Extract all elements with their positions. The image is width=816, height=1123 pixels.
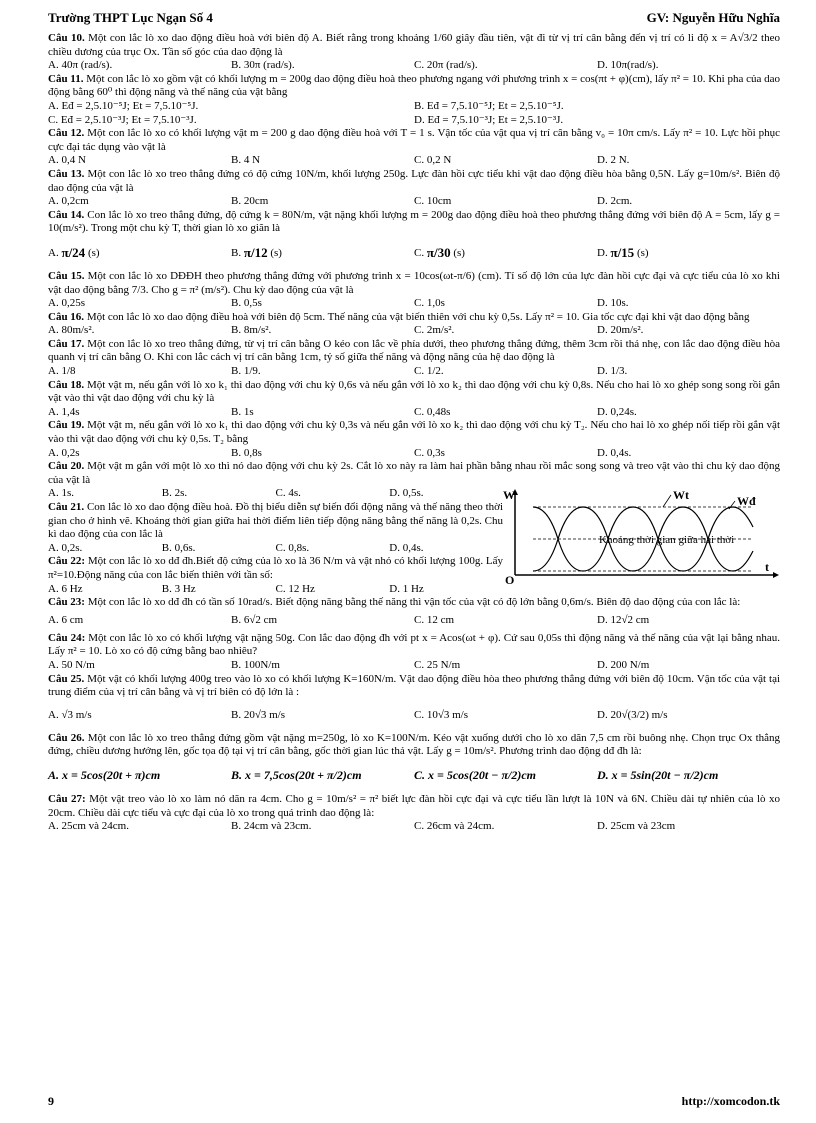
option-d: D. 0,4s. bbox=[389, 541, 424, 554]
question-17 bbox=[48, 338, 780, 365]
options-12 bbox=[48, 154, 780, 168]
option-b: B. 30π (rad/s). bbox=[231, 59, 295, 72]
options-17 bbox=[48, 365, 780, 379]
unit: (s) bbox=[270, 246, 282, 259]
option-a: A. x = 5cos(20t + π)cm bbox=[48, 768, 161, 783]
option-c: C. 20π (rad/s). bbox=[414, 59, 478, 72]
question-16 bbox=[48, 311, 780, 325]
option-d: D. 200 N/m bbox=[597, 658, 650, 671]
question-label: Câu 22: bbox=[48, 555, 86, 568]
option-c: C. 0,2 N bbox=[414, 154, 452, 167]
label-wt: Wt bbox=[673, 488, 689, 503]
page-header bbox=[48, 10, 780, 32]
question-19 bbox=[48, 419, 780, 446]
question-text: Một con lắc lò xo gồm vật có khối lượng m = 200g dao động điều hoà theo phương ngang với phương trình x = cos(πt + φ)(cm), lấy π² = 10. Khi pha của dao động bằng 60⁰ thì động năng và thế năng của vật bằng bbox=[48, 72, 781, 99]
option-c: C. 0,3s bbox=[414, 446, 445, 459]
options-10 bbox=[48, 59, 780, 73]
option-d bbox=[597, 247, 780, 259]
options-23 bbox=[48, 610, 780, 632]
question-27 bbox=[48, 793, 780, 820]
school-name: Trường THPT Lục Ngạn Số 4 bbox=[48, 10, 213, 25]
unit: (s) bbox=[453, 246, 465, 259]
option-b: B. 1s bbox=[231, 405, 254, 418]
question-text: Một con lắc lò xo dđ đh có tần số 10rad/s. Biết động năng bằng thế năng thì vận tốc của vật có độ lớn bằng 0,6m/s. Biên độ dao động của con lắc là: bbox=[87, 596, 741, 609]
option-a: A. 1,4s bbox=[48, 405, 80, 418]
options-11-row2 bbox=[48, 114, 780, 128]
option-d: D. 25cm và 23cm bbox=[597, 820, 676, 833]
question-26 bbox=[48, 732, 780, 759]
axis-label-w: W bbox=[503, 488, 515, 503]
question-text: Một con lắc lò xo DĐĐH theo phương thẳng đứng với phương trình x = 10cos(ωt-π/6) (cm). Tỉ số độ lớn của lực đàn hồi cực đại và cực tiểu của lò xo khi vật dao động bằng 7/3. Cho g = π² (m/s²). Chu kỳ dao động của vật là bbox=[48, 269, 780, 296]
question-text: Con lắc lò xo dao động điều hoà. Đồ thị biểu diễn sự biến đổi động năng và thế năng theo thời gian cho ở hình vẽ. Khoảng thời gian giữa hai thời điểm liên tiếp động năng bằng thế năng là 0,2s. Chu kì dao động của con lắc là bbox=[48, 501, 504, 541]
option-a bbox=[48, 247, 231, 259]
option-letter: D. bbox=[597, 246, 608, 259]
question-text: Một con lắc lò xo có khối lượng vật m = 200 g dao động điều hoà với T = 1 s. Vận tốc của vật qua vị trí cân bằng v₀ = 10π cm/s. Lấy π² = 10. Lực hồi phục cực đại tác dụng vào vật là bbox=[48, 127, 780, 153]
option-a: A. 1/8 bbox=[48, 365, 76, 378]
question-11 bbox=[48, 73, 780, 100]
question-text: Một vật m, nếu gắn với lò xo k₁ thì dao động với chu kỳ 0,6s và nếu gắn với lò xo k₂ thì dao động với chu kỳ 0,8s. Nếu cho hai lò xo ghép song song rồi gắn vật vào thì vật dao động với chu kỳ là bbox=[48, 378, 780, 405]
options-20 bbox=[48, 487, 503, 501]
option-b: B. 4 N bbox=[231, 154, 261, 167]
axis-label-t: t bbox=[765, 560, 769, 575]
fraction: π/24 bbox=[61, 245, 86, 261]
question-text: Một vật có khối lượng 400g treo vào lò xo có khối lượng K=160N/m. Vật dao động điều hòa theo phương thẳng đứng với biên độ 10cm. Vận tốc của vật tại trung điểm của vị trí cân bằng và vị trí biên có độ lớn là : bbox=[48, 672, 781, 699]
question-label: Câu 18. bbox=[48, 378, 85, 391]
option-d: D. 0,24s. bbox=[597, 405, 637, 418]
question-12 bbox=[48, 127, 780, 154]
option-d: D. 12√2 cm bbox=[597, 613, 650, 626]
option-a: A. 0,4 N bbox=[48, 154, 86, 167]
option-d: D. 10s. bbox=[597, 297, 629, 310]
option-d: D. 20√(3/2) m/s bbox=[597, 708, 668, 721]
option-letter: A. bbox=[48, 246, 59, 259]
option-d: D. 0,4s. bbox=[597, 446, 632, 459]
question-text: Con lắc lò xo treo thẳng đứng, độ cứng k = 80N/m, vật nặng khối lượng m = 200g dao động điều hoà theo phương thẳng đứng với biên độ A = 5cm, lấy g = 10(m/s²). Trong một chu kỳ T, thời gian lò xo giãn là bbox=[48, 208, 781, 235]
question-label: Câu 14. bbox=[48, 208, 85, 221]
option-a: A. 80m/s². bbox=[48, 324, 95, 337]
option-b: B. 20cm bbox=[231, 195, 269, 208]
question-20 bbox=[48, 460, 780, 487]
question-25 bbox=[48, 673, 780, 700]
options-26 bbox=[48, 759, 780, 793]
label-wd: Wđ bbox=[737, 494, 756, 509]
question-label: Câu 16. bbox=[48, 310, 85, 323]
time-axis-arrow bbox=[773, 572, 779, 578]
option-b: B. 20√3 m/s bbox=[231, 708, 286, 721]
options-16 bbox=[48, 324, 780, 338]
option-d: D. 0,5s. bbox=[389, 487, 424, 500]
question-13 bbox=[48, 168, 780, 195]
left-column bbox=[48, 487, 503, 596]
option-c: C. 26cm và 24cm. bbox=[414, 820, 495, 833]
energy-graph bbox=[503, 487, 781, 585]
wd-pointer bbox=[729, 501, 735, 509]
fraction: π/30 bbox=[426, 245, 451, 261]
wt-pointer bbox=[663, 495, 671, 507]
option-c: C. x = 5cos(20t − π/2)cm bbox=[414, 768, 536, 783]
option-b bbox=[231, 247, 414, 259]
question-21 bbox=[48, 501, 503, 542]
fraction: π/12 bbox=[243, 245, 268, 261]
option-a: A. 0,2s. bbox=[48, 541, 83, 554]
question-label: Câu 20. bbox=[48, 460, 85, 473]
teacher-name: GV: Nguyễn Hữu Nghĩa bbox=[646, 10, 780, 25]
options-18 bbox=[48, 406, 780, 420]
option-c: C. 1/2. bbox=[414, 365, 444, 378]
question-text: Một con lắc lò xo có khối lượng vật nặng 50g. Con lắc dao động đh với pt x = Acos(ωt + φ). Cứ sau 0,05s thì động năng và thế năng của vật lại bằng nhau. Lấy π² = 10. Lò xo có độ cứng bằng bao nhiêu? bbox=[48, 631, 780, 658]
question-18 bbox=[48, 379, 780, 406]
question-text: Một con lắc lò xo dao động điều hoà với biên độ 5cm. Thế năng của vật biến thiên với chu kỳ 0,5s. Lấy π² = 10. Gia tốc cực đại khi vật dao động bằng bbox=[86, 310, 750, 323]
option-b: B. 2s. bbox=[161, 487, 188, 500]
option-letter: C. bbox=[414, 246, 425, 259]
energy-graph-svg bbox=[503, 487, 781, 585]
options-22 bbox=[48, 583, 503, 597]
page-footer bbox=[48, 1094, 780, 1109]
options-11-row1 bbox=[48, 100, 780, 114]
question-text: Một con lắc lò xo treo thẳng đứng, từ vị trí cân bằng O kéo con lắc về phía dưới, theo phương thẳng đứng, thêm 3cm rồi thả nhẹ, con lắc dao động điều hòa quanh vị trí cân bằng O. Khi con lắc cách vị trí cân bằng 1cm, tỷ số giữa thế năng và động năng của hệ dao động là bbox=[48, 337, 780, 364]
option-b: B. 0,8s bbox=[231, 446, 262, 459]
unit: (s) bbox=[636, 246, 649, 259]
question-label: Câu 12. bbox=[48, 127, 85, 140]
question-label: Câu 19. bbox=[48, 419, 85, 432]
interval-annotation: Khoảng thời gian giữa hai thời bbox=[599, 534, 735, 547]
option-c: C. 12 Hz bbox=[275, 582, 315, 595]
option-d: D. 20m/s². bbox=[597, 324, 644, 337]
option-b: B. 6√2 cm bbox=[231, 613, 278, 626]
question-label: Câu 25. bbox=[48, 672, 85, 685]
options-13 bbox=[48, 195, 780, 209]
question-label: Câu 26. bbox=[48, 731, 85, 744]
question-text: Một con lắc lò xo treo thẳng đứng có độ cứng 10N/m, khối lượng 250g. Lực đàn hồi cực tiểu khi vật dao động điều hòa bằng 0,5N. Lấy g=10m/s². Biên độ dao động của vật là bbox=[48, 167, 781, 194]
option-d: D. 2cm. bbox=[597, 195, 633, 208]
option-b: B. 24cm và 23cm. bbox=[231, 820, 312, 833]
option-b: B. 3 Hz bbox=[161, 582, 196, 595]
option-a: A. 0,25s bbox=[48, 297, 85, 310]
option-a: A. Eđ = 2,5.10⁻⁵J; Et = 7,5.10⁻⁵J. bbox=[48, 99, 199, 112]
option-c: C. 4s. bbox=[275, 487, 301, 500]
option-d: D. x = 5sin(20t − π/2)cm bbox=[597, 768, 719, 783]
option-a: A. 25cm và 24cm. bbox=[48, 820, 129, 833]
question-label: Câu 10. bbox=[48, 32, 85, 44]
options-15 bbox=[48, 297, 780, 311]
option-d: D. 10π(rad/s). bbox=[597, 59, 659, 72]
option-d: D. Eđ = 7,5.10⁻³J; Et = 2,5.10⁻³J. bbox=[414, 113, 564, 126]
origin-label: O bbox=[505, 573, 515, 586]
question-label: Câu 13. bbox=[48, 167, 85, 180]
question-text: Một vật m gắn với một lò xo thì nó dao động với chu kỳ 2s. Cắt lò xo này ra làm hai phần bằng nhau rồi mắc song song và treo vật vào thì chu kỳ dao động của vật là bbox=[48, 460, 780, 486]
question-text: Một vật treo vào lò xo làm nó dãn ra 4cm. Cho g = 10m/s² = π² biết lực đàn hồi cực đại và cực tiểu lần lượt là 10N và 6N. Chiều dài tự nhiên của lò xo 20cm. Chiều dài cực tiểu và cực đại của lò xo trong quá trình dao động là: bbox=[48, 792, 780, 819]
question-10 bbox=[48, 32, 780, 59]
options-21 bbox=[48, 542, 503, 556]
option-c: C. 1,0s bbox=[414, 297, 445, 310]
question-23 bbox=[48, 596, 780, 610]
option-d: D. 1/3. bbox=[597, 365, 628, 378]
site-url[interactable]: http://xomcodon.tk bbox=[681, 1094, 780, 1108]
option-c: C. 25 N/m bbox=[414, 658, 461, 671]
question-text: Một con lắc lò xo dđ đh.Biết độ cứng của lò xo là 36 N/m và vật nhỏ có khối lượng 100g. Lấy π²=10.Động năng của con lắc biến thiên với tần số: bbox=[48, 555, 503, 581]
option-c: C. 0,48s bbox=[414, 405, 451, 418]
option-b: B. 0,6s. bbox=[161, 541, 196, 554]
option-a: A. 40π (rad/s). bbox=[48, 59, 113, 72]
exam-page bbox=[48, 10, 780, 834]
option-a: A. 50 N/m bbox=[48, 658, 95, 671]
option-d: D. 1 Hz bbox=[389, 582, 424, 595]
unit: (s) bbox=[87, 246, 100, 259]
fraction: π/15 bbox=[610, 245, 635, 261]
question-text: Một con lắc lò xo dao động điều hoà với biên độ A. Biết rằng trong khoảng 1/60 giây đầu tiên, vật đi từ vị trí cân bằng đến vị trí có li độ x = A√3/2 theo chiều dương của trục Ox. Tần số góc của dao động là bbox=[48, 32, 780, 58]
options-14 bbox=[48, 236, 780, 270]
question-label: Câu 27: bbox=[48, 792, 86, 805]
option-c: C. Eđ = 2,5.10⁻³J; Et = 7,5.10⁻³J. bbox=[48, 113, 197, 126]
question-22 bbox=[48, 555, 503, 582]
option-c: C. 12 cm bbox=[414, 613, 455, 626]
option-a: A. √3 m/s bbox=[48, 708, 92, 721]
option-a: A. 1s. bbox=[48, 487, 74, 500]
option-a: A. 6 cm bbox=[48, 613, 84, 626]
option-b: B. x = 7,5cos(20t + π/2)cm bbox=[231, 768, 362, 783]
option-b: B. 8m/s². bbox=[231, 324, 272, 337]
option-a: A. 6 Hz bbox=[48, 582, 83, 595]
question-label: Câu 11. bbox=[48, 72, 84, 85]
split-section bbox=[48, 487, 780, 596]
question-label: Câu 15. bbox=[48, 269, 85, 282]
question-24 bbox=[48, 632, 780, 659]
option-letter: B. bbox=[231, 246, 242, 259]
option-b: B. Eđ = 7,5.10⁻⁵J; Et = 2,5.10⁻⁵J. bbox=[414, 99, 564, 112]
option-c: C. 10√3 m/s bbox=[414, 708, 469, 721]
option-d: D. 2 N. bbox=[597, 154, 630, 167]
question-text: Một con lắc lò xo treo thẳng đứng gồm vật nặng m=250g, lò xo K=100N/m. Kéo vật xuống dưới cho lò xo dãn 7,5 cm rồi buông nhẹ. Chọn trục Ox thẳng đứng, chiều dương hướng lên, gốc tọa độ tại vị trí cân bằng, gốc thời gian lúc thả vật. Lấy g = 10m/s². Phương trình dao động dđ đh là: bbox=[48, 731, 781, 758]
options-27 bbox=[48, 820, 780, 834]
question-label: Câu 24: bbox=[48, 631, 86, 644]
question-label: Câu 21. bbox=[48, 501, 85, 513]
option-c: C. 2m/s². bbox=[414, 324, 455, 337]
question-label: Câu 17. bbox=[48, 337, 85, 350]
options-24 bbox=[48, 659, 780, 673]
option-b: B. 0,5s bbox=[231, 297, 262, 310]
page-number: 9 bbox=[48, 1094, 54, 1108]
question-14 bbox=[48, 209, 780, 236]
question-label: Câu 23: bbox=[48, 596, 85, 609]
option-b: B. 1/9. bbox=[231, 365, 261, 378]
option-c: C. 0,8s. bbox=[275, 541, 310, 554]
options-19 bbox=[48, 447, 780, 461]
option-c: C. 10cm bbox=[414, 195, 452, 208]
question-15 bbox=[48, 270, 780, 297]
option-c bbox=[414, 247, 597, 259]
option-b: B. 100N/m bbox=[231, 658, 280, 671]
question-text: Một vật m, nếu gắn với lò xo k₁ thì dao động với chu kỳ 0,3s và nếu gắn với lò xo k₂ thì dao động với chu kỳ T₂. Nếu cho hai lò xo ghép nối tiếp rồi gắn vật vào thì vật dao động với chu kỳ 0,5s. T₂ bằng bbox=[48, 419, 781, 446]
option-a: A. 0,2cm bbox=[48, 195, 89, 208]
option-a: A. 0,2s bbox=[48, 446, 80, 459]
options-25 bbox=[48, 700, 780, 732]
